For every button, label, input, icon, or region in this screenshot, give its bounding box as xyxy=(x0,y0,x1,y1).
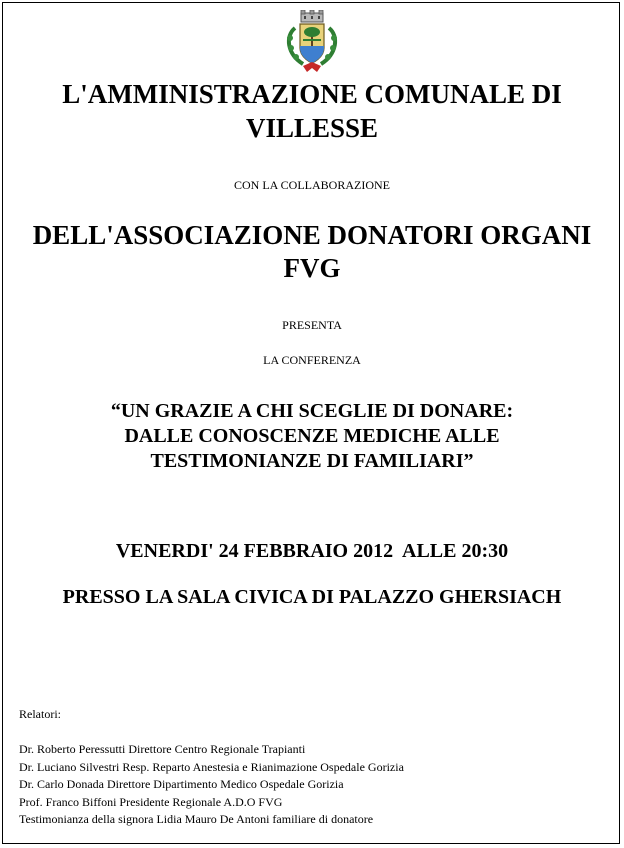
presents-text: PRESENTA xyxy=(282,318,342,332)
title-line-2: VILLESSE xyxy=(245,113,379,143)
speaker-item: Dr. Roberto Peressutti Direttore Centro Regionale Trapianti xyxy=(19,742,306,756)
speaker-item: Dr. Carlo Donada Direttore Dipartimento Medico Ospedale Gorizia xyxy=(19,777,344,791)
conference-label: LA CONFERENZA xyxy=(263,353,361,367)
speaker-item: Testimonianza della signora Lidia Mauro De Antoni familiare di donatore xyxy=(19,812,374,826)
event-date: VENERDI' 24 FEBBRAIO 2012 ALLE 20:30 xyxy=(115,540,509,562)
association-line-2: FVG xyxy=(283,253,341,283)
event-title-line-1: “UN GRAZIE A CHI SCEGLIE DI DONARE: xyxy=(110,400,514,422)
speaker-item: Prof. Franco Biffoni Presidente Regionale A.D.O FVG xyxy=(19,794,283,809)
collaboration-text: CON LA COLLABORAZIONE xyxy=(234,178,390,192)
speakers-list xyxy=(19,741,404,829)
event-venue: PRESSO LA SALA CIVICA DI PALAZZO GHERSIACH xyxy=(62,586,562,608)
speaker-item: Dr. Luciano Silvestri Resp. Reparto Anestesia e Rianimazione Ospedale Gorizia xyxy=(19,759,404,774)
event-title-line-2: DALLE CONOSCENZE MEDICHE ALLE xyxy=(124,425,500,447)
event-title-line-3: TESTIMONIANZE DI FAMILIARI” xyxy=(150,450,474,472)
municipal-crest-icon xyxy=(281,10,343,74)
speakers-label: Relatori: xyxy=(19,707,61,721)
association-line-1: DELL'ASSOCIAZIONE DONATORI ORGANI xyxy=(32,220,592,250)
title-line-1: L'AMMINISTRAZIONE COMUNALE DI xyxy=(62,79,562,109)
